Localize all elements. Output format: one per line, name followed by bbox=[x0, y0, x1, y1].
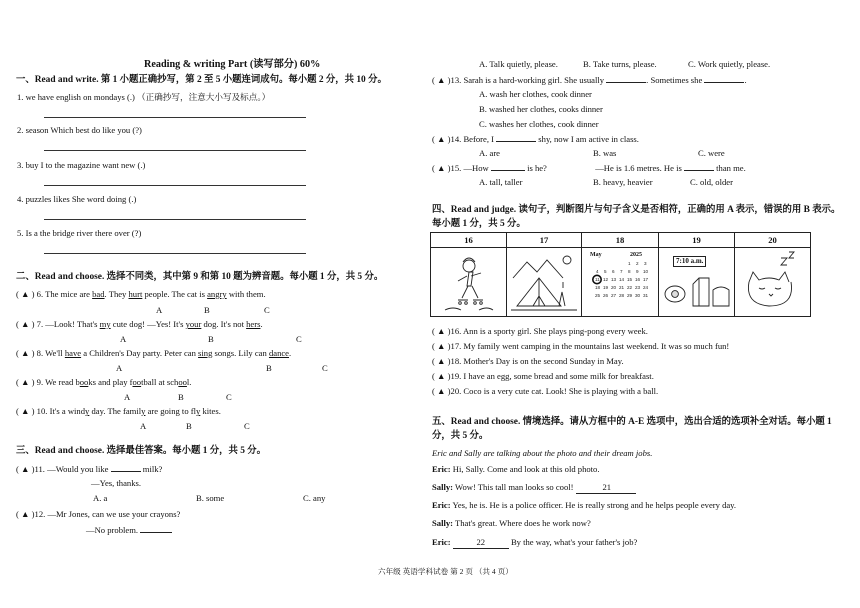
section4-header-cont: 每小题 1 分，共 5 分。 bbox=[432, 219, 526, 229]
option-a: A. are bbox=[479, 148, 500, 158]
svg-text:13: 13 bbox=[611, 277, 617, 282]
option-b: B bbox=[178, 392, 184, 402]
svg-text:4: 4 bbox=[596, 269, 599, 274]
svg-text:20: 20 bbox=[611, 285, 617, 290]
svg-text:2: 2 bbox=[636, 261, 639, 266]
answer-blank[interactable]: ( ▲ ) 9. bbox=[16, 377, 44, 387]
svg-text:17: 17 bbox=[643, 277, 649, 282]
svg-text:30: 30 bbox=[635, 293, 641, 298]
question-4: 4. puzzles likes She word doing (.) bbox=[17, 194, 137, 204]
svg-text:10: 10 bbox=[643, 269, 649, 274]
blank-21[interactable]: 21 bbox=[576, 482, 636, 494]
fill-blank[interactable] bbox=[491, 162, 525, 171]
svg-text:11: 11 bbox=[595, 277, 600, 282]
svg-text:27: 27 bbox=[611, 293, 617, 298]
answer-blank[interactable]: ( ▲ ) 6. bbox=[16, 289, 44, 299]
picture-cell-16: 16 bbox=[431, 233, 507, 316]
option-b: B bbox=[208, 334, 214, 344]
dialogue-line-4: Sally: That's great. Where does he work now? bbox=[432, 518, 591, 528]
option-c: C. Work quietly, please. bbox=[688, 59, 771, 69]
question-5: 5. Is a the bridge river there over (?) bbox=[17, 228, 142, 238]
option-b: B bbox=[266, 363, 272, 373]
svg-text:21: 21 bbox=[619, 285, 625, 290]
question-6: ( ▲ ) 6. The mice are bad. They hurt people. The cat is angry with them. bbox=[16, 289, 266, 299]
fill-blank[interactable] bbox=[111, 463, 141, 472]
option-c: C bbox=[226, 392, 232, 402]
question-11: ( ▲ )11. —Would you like milk? bbox=[16, 464, 163, 474]
option-b: B. was bbox=[593, 148, 617, 158]
question-2: 2. season Which best do like you (?) bbox=[17, 125, 142, 135]
question-8: ( ▲ ) 8. We'll have a Children's Day party. Peter can sing songs. Lily can dance. bbox=[16, 348, 292, 358]
judge-20: ( ▲ )20. Coco is a very cute cat. Look! She is playing with a ball. bbox=[432, 386, 659, 396]
section5-header-cont: 分，共 5 分。 bbox=[432, 431, 489, 441]
question-11-reply: —Yes, thanks. bbox=[91, 478, 141, 488]
picture-table bbox=[430, 232, 811, 317]
fill-blank[interactable] bbox=[140, 524, 172, 533]
section-title: Reading & writing Part (读写部分) 60% bbox=[144, 59, 321, 70]
answer-line bbox=[44, 253, 306, 254]
question-1: 1. we have english on mondays (.) （正确抄写，注意大小写及标点。） bbox=[17, 92, 271, 102]
answer-blank[interactable]: ( ▲ ) 7. bbox=[16, 319, 44, 329]
picture-cell-20: 20 bbox=[735, 233, 810, 316]
option-a: A. tall, taller bbox=[479, 177, 523, 187]
answer-blank[interactable]: ( ▲ )12. bbox=[16, 509, 46, 519]
svg-text:23: 23 bbox=[635, 285, 641, 290]
answer-line bbox=[44, 185, 306, 186]
option-c: C. washes her clothes, cook dinner bbox=[479, 119, 599, 129]
svg-text:5: 5 bbox=[604, 269, 607, 274]
dialogue-line-5: Eric: 22 By the way, what's your father's job? bbox=[432, 537, 638, 547]
dialogue-line-2: Sally: Wow! This tall man looks so cool! 21 bbox=[432, 482, 636, 494]
svg-text:3: 3 bbox=[644, 261, 647, 266]
question-7: ( ▲ ) 7. —Look! That's my cute dog! —Yes! It's your dog. It's not hers. bbox=[16, 319, 263, 329]
svg-text:8: 8 bbox=[628, 269, 631, 274]
svg-text:7: 7 bbox=[620, 269, 623, 274]
question-12: ( ▲ )12. —Mr Jones, can we use your crayons? bbox=[16, 509, 181, 519]
question-13: ( ▲ )13. Sarah is a hard-working girl. She usually . Sometimes she . bbox=[432, 75, 747, 85]
blank-22[interactable]: 22 bbox=[453, 537, 509, 549]
question-14: ( ▲ )14. Before, I shy, now I am active in class. bbox=[432, 134, 639, 144]
calendar-picture bbox=[582, 260, 659, 316]
skater-girl-picture bbox=[431, 248, 507, 316]
fill-blank[interactable] bbox=[704, 74, 744, 83]
section2-header: 二、Read and choose. 选择不同类，其中第 9 和第 10 题为辨音题。每小题 1 分，共 5 分。 bbox=[16, 272, 384, 282]
fill-blank[interactable] bbox=[496, 133, 536, 142]
svg-text:9: 9 bbox=[636, 269, 639, 274]
option-a: A bbox=[116, 363, 123, 373]
svg-text:16: 16 bbox=[635, 277, 641, 282]
dialogue-intro: Eric and Sally are talking about the photo and their dream jobs. bbox=[432, 448, 653, 458]
svg-text:22: 22 bbox=[627, 285, 633, 290]
picture-cell-17: 17 bbox=[507, 233, 582, 316]
answer-blank[interactable]: ( ▲ )15. bbox=[432, 163, 462, 173]
camping-tent-picture bbox=[507, 248, 582, 316]
judge-16: ( ▲ )16. Ann is a sporty girl. She plays ping-pong every week. bbox=[432, 326, 648, 336]
option-a: A. Talk quietly, please. bbox=[479, 59, 558, 69]
section1-header: 一、Read and write. 第 1 小题正确抄写，第 2 至 5 小题连词成句。每小题 2 分，共 10 分。 bbox=[16, 75, 387, 85]
option-a: A bbox=[124, 392, 131, 402]
svg-text:1: 1 bbox=[628, 261, 631, 266]
section3-header: 三、Read and choose. 选择最佳答案。每小题 1 分，共 5 分。 bbox=[16, 446, 267, 456]
svg-text:24: 24 bbox=[643, 285, 649, 290]
answer-blank[interactable]: ( ▲ ) 8. bbox=[16, 348, 44, 358]
answer-line bbox=[44, 117, 306, 118]
option-c: C. were bbox=[698, 148, 725, 158]
option-a: A. a bbox=[93, 493, 108, 503]
question-10: ( ▲ ) 10. It's a windy day. The family are going to fly kites. bbox=[16, 406, 221, 416]
question-9: ( ▲ ) 9. We read books and play football at school. bbox=[16, 377, 192, 387]
svg-text:12: 12 bbox=[603, 277, 609, 282]
svg-text:31: 31 bbox=[643, 293, 649, 298]
fill-blank[interactable] bbox=[684, 162, 714, 171]
svg-text:28: 28 bbox=[619, 293, 625, 298]
option-c: C bbox=[322, 363, 328, 373]
svg-text:6: 6 bbox=[612, 269, 615, 274]
judge-17: ( ▲ )17. My family went camping in the mountains last weekend. It was so much fun! bbox=[432, 341, 730, 351]
svg-text:25: 25 bbox=[595, 293, 601, 298]
picture-cell-18: 18 May 2025 1 2 3 4 5 6 7 8 9 10 11 12 13 14 15 16 17 18 19 20 21 22 23 24 25 26 27 28 29 30 31 bbox=[582, 233, 659, 316]
fill-blank[interactable] bbox=[606, 74, 646, 83]
question-12-reply: —No problem. bbox=[86, 524, 172, 536]
option-b: B. Take turns, please. bbox=[583, 59, 657, 69]
option-a: A bbox=[156, 305, 163, 315]
option-a: A bbox=[120, 334, 127, 344]
option-c: C bbox=[264, 305, 270, 315]
question-3: 3. buy I to the magazine want new (.) bbox=[17, 160, 146, 170]
answer-blank[interactable]: ( ▲ )13. bbox=[432, 75, 462, 85]
question-15: ( ▲ )15. —How is he? —He is 1.6 metres. He is than me. bbox=[432, 163, 746, 173]
section4-header: 四、Read and judge. 读句子，判断图片与句子含义是否相符，正确的用 A 表示，错误的用 B 表示。 bbox=[432, 205, 841, 215]
dialogue-line-3: Eric: Yes, he is. He is a police officer. He is really strong and he helps people every day. bbox=[432, 500, 737, 510]
option-b: B. washed her clothes, cooks dinner bbox=[479, 104, 603, 114]
option-c: C. any bbox=[303, 493, 326, 503]
svg-text:29: 29 bbox=[627, 293, 633, 298]
option-a: A. wash her clothes, cook dinner bbox=[479, 89, 592, 99]
option-c: C bbox=[296, 334, 302, 344]
option-b: B. heavy, heavier bbox=[593, 177, 653, 187]
svg-text:14: 14 bbox=[619, 277, 625, 282]
option-b: B bbox=[204, 305, 210, 315]
option-b: B bbox=[186, 421, 192, 431]
calendar-year: 2025 bbox=[630, 252, 642, 258]
sleeping-cat-picture bbox=[735, 248, 810, 316]
page-footer: 六年级 英语学科试卷 第 2 页 （共 4 页） bbox=[378, 567, 513, 576]
section5-header: 五、Read and choose. 情境选择。请从方框中的 A-E 选项中，选出合适的选项补全对话。每小题 1 bbox=[432, 417, 832, 427]
answer-blank[interactable]: ( ▲ ) 10. bbox=[16, 406, 48, 416]
calendar-month: May bbox=[590, 252, 602, 258]
option-c: C. old, older bbox=[690, 177, 733, 187]
judge-19: ( ▲ )19. I have an egg, some bread and some milk for breakfast. bbox=[432, 371, 654, 381]
dialogue-line-1: Eric: Hi, Sally. Come and look at this old photo. bbox=[432, 464, 600, 474]
option-c: C bbox=[244, 421, 250, 431]
judge-18: ( ▲ )18. Mother's Day is on the second Sunday in May. bbox=[432, 356, 624, 366]
picture-cell-19: 19 7:10 a.m. bbox=[659, 233, 735, 316]
clock-time: 7:10 a.m. bbox=[673, 256, 706, 267]
svg-text:26: 26 bbox=[603, 293, 609, 298]
svg-text:15: 15 bbox=[627, 277, 633, 282]
answer-line bbox=[44, 219, 306, 220]
answer-blank[interactable]: ( ▲ )14. bbox=[432, 134, 462, 144]
option-b: B. some bbox=[196, 493, 225, 503]
answer-blank[interactable]: ( ▲ )11. bbox=[16, 464, 45, 474]
answer-line bbox=[44, 150, 306, 151]
breakfast-picture bbox=[659, 270, 735, 314]
svg-text:18: 18 bbox=[595, 285, 601, 290]
option-a: A bbox=[140, 421, 147, 431]
svg-text:19: 19 bbox=[603, 285, 609, 290]
